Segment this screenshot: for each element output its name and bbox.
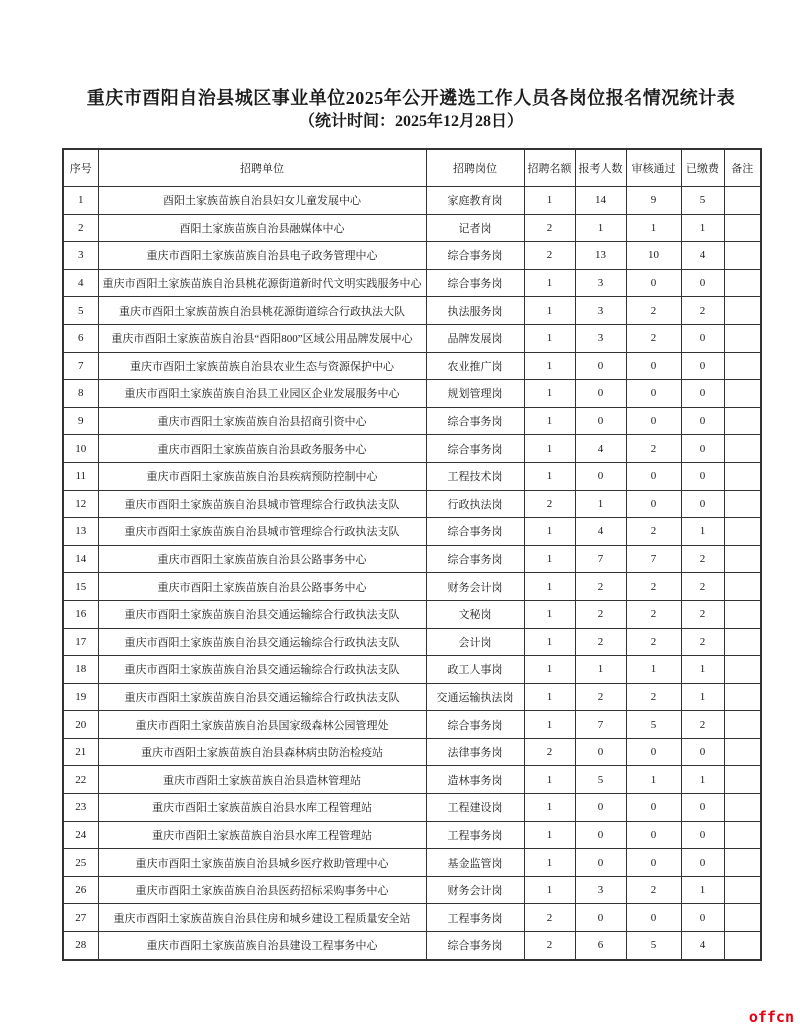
cell-applicants: 2 bbox=[575, 600, 626, 628]
cell-unit: 酉阳土家族苗族自治县融媒体中心 bbox=[98, 214, 426, 242]
cell-approved: 9 bbox=[626, 187, 681, 215]
cell-index: 14 bbox=[63, 545, 98, 573]
cell-quota: 1 bbox=[524, 821, 575, 849]
cell-index: 26 bbox=[63, 876, 98, 904]
cell-unit: 重庆市酉阳土家族苗族自治县电子政务管理中心 bbox=[98, 242, 426, 270]
cell-remark bbox=[724, 600, 761, 628]
cell-paid: 1 bbox=[681, 683, 724, 711]
cell-paid: 0 bbox=[681, 904, 724, 932]
cell-applicants: 13 bbox=[575, 242, 626, 270]
cell-quota: 2 bbox=[524, 738, 575, 766]
cell-post: 家庭教育岗 bbox=[426, 187, 524, 215]
cell-post: 综合事务岗 bbox=[426, 711, 524, 739]
cell-paid: 5 bbox=[681, 187, 724, 215]
cell-index: 13 bbox=[63, 518, 98, 546]
cell-quota: 2 bbox=[524, 904, 575, 932]
cell-remark bbox=[724, 462, 761, 490]
cell-paid: 1 bbox=[681, 214, 724, 242]
cell-post: 规划管理岗 bbox=[426, 380, 524, 408]
cell-approved: 0 bbox=[626, 849, 681, 877]
cell-remark bbox=[724, 187, 761, 215]
cell-post: 交通运输执法岗 bbox=[426, 683, 524, 711]
cell-approved: 2 bbox=[626, 435, 681, 463]
cell-index: 16 bbox=[63, 600, 98, 628]
cell-index: 4 bbox=[63, 269, 98, 297]
cell-index: 28 bbox=[63, 932, 98, 960]
cell-applicants: 14 bbox=[575, 187, 626, 215]
table-row bbox=[63, 352, 761, 380]
cell-remark bbox=[724, 407, 761, 435]
cell-index: 3 bbox=[63, 242, 98, 270]
cell-approved: 0 bbox=[626, 794, 681, 822]
cell-applicants: 0 bbox=[575, 380, 626, 408]
cell-paid: 2 bbox=[681, 600, 724, 628]
cell-paid: 0 bbox=[681, 821, 724, 849]
cell-remark bbox=[724, 269, 761, 297]
cell-index: 1 bbox=[63, 187, 98, 215]
cell-post: 造林事务岗 bbox=[426, 766, 524, 794]
cell-approved: 2 bbox=[626, 297, 681, 325]
cell-remark bbox=[724, 545, 761, 573]
cell-approved: 5 bbox=[626, 711, 681, 739]
cell-unit: 重庆市酉阳土家族苗族自治县医药招标采购事务中心 bbox=[98, 876, 426, 904]
cell-unit: 重庆市酉阳土家族苗族自治县公路事务中心 bbox=[98, 545, 426, 573]
table-row bbox=[63, 683, 761, 711]
cell-approved: 0 bbox=[626, 380, 681, 408]
cell-approved: 0 bbox=[626, 269, 681, 297]
cell-paid: 2 bbox=[681, 573, 724, 601]
cell-remark bbox=[724, 324, 761, 352]
cell-remark bbox=[724, 766, 761, 794]
table-header-row bbox=[63, 149, 761, 187]
cell-paid: 4 bbox=[681, 932, 724, 960]
cell-approved: 2 bbox=[626, 628, 681, 656]
table-row bbox=[63, 297, 761, 325]
cell-quota: 1 bbox=[524, 656, 575, 684]
cell-applicants: 0 bbox=[575, 462, 626, 490]
column-header-col-post: 招聘岗位 bbox=[426, 149, 524, 187]
cell-quota: 2 bbox=[524, 242, 575, 270]
cell-post: 法律事务岗 bbox=[426, 738, 524, 766]
cell-quota: 1 bbox=[524, 297, 575, 325]
column-header-col-remark: 备注 bbox=[724, 149, 761, 187]
cell-post: 会计岗 bbox=[426, 628, 524, 656]
cell-index: 18 bbox=[63, 656, 98, 684]
cell-remark bbox=[724, 214, 761, 242]
cell-index: 10 bbox=[63, 435, 98, 463]
cell-remark bbox=[724, 435, 761, 463]
cell-paid: 1 bbox=[681, 656, 724, 684]
cell-approved: 5 bbox=[626, 932, 681, 960]
table-row bbox=[63, 518, 761, 546]
cell-remark bbox=[724, 794, 761, 822]
cell-applicants: 4 bbox=[575, 435, 626, 463]
table-row bbox=[63, 656, 761, 684]
table-row bbox=[63, 766, 761, 794]
cell-post: 工程事务岗 bbox=[426, 821, 524, 849]
cell-unit: 重庆市酉阳土家族苗族自治县交通运输综合行政执法支队 bbox=[98, 600, 426, 628]
table-header bbox=[63, 149, 761, 187]
cell-quota: 2 bbox=[524, 932, 575, 960]
column-header-col-approved: 审核通过 bbox=[626, 149, 681, 187]
cell-approved: 2 bbox=[626, 573, 681, 601]
cell-unit: 重庆市酉阳土家族苗族自治县交通运输综合行政执法支队 bbox=[98, 656, 426, 684]
cell-quota: 1 bbox=[524, 462, 575, 490]
cell-quota: 1 bbox=[524, 711, 575, 739]
cell-index: 15 bbox=[63, 573, 98, 601]
cell-unit: 重庆市酉阳土家族苗族自治县“酉阳800”区域公用品牌发展中心 bbox=[98, 324, 426, 352]
cell-approved: 2 bbox=[626, 876, 681, 904]
table-row bbox=[63, 794, 761, 822]
cell-post: 综合事务岗 bbox=[426, 932, 524, 960]
cell-index: 20 bbox=[63, 711, 98, 739]
cell-index: 5 bbox=[63, 297, 98, 325]
table-row bbox=[63, 628, 761, 656]
cell-approved: 0 bbox=[626, 352, 681, 380]
table-row bbox=[63, 600, 761, 628]
cell-remark bbox=[724, 490, 761, 518]
cell-quota: 1 bbox=[524, 600, 575, 628]
table-row bbox=[63, 490, 761, 518]
cell-approved: 0 bbox=[626, 821, 681, 849]
table-body bbox=[63, 187, 761, 960]
cell-unit: 重庆市酉阳土家族苗族自治县建设工程事务中心 bbox=[98, 932, 426, 960]
cell-remark bbox=[724, 628, 761, 656]
cell-approved: 2 bbox=[626, 518, 681, 546]
table-row bbox=[63, 573, 761, 601]
cell-post: 综合事务岗 bbox=[426, 518, 524, 546]
cell-post: 综合事务岗 bbox=[426, 269, 524, 297]
cell-post: 记者岗 bbox=[426, 214, 524, 242]
cell-quota: 1 bbox=[524, 269, 575, 297]
cell-paid: 0 bbox=[681, 462, 724, 490]
cell-quota: 1 bbox=[524, 849, 575, 877]
cell-remark bbox=[724, 904, 761, 932]
cell-index: 6 bbox=[63, 324, 98, 352]
cell-applicants: 7 bbox=[575, 711, 626, 739]
cell-remark bbox=[724, 518, 761, 546]
cell-remark bbox=[724, 380, 761, 408]
cell-paid: 0 bbox=[681, 794, 724, 822]
table-row bbox=[63, 821, 761, 849]
cell-paid: 2 bbox=[681, 545, 724, 573]
cell-unit: 重庆市酉阳土家族苗族自治县水库工程管理站 bbox=[98, 794, 426, 822]
cell-post: 工程建设岗 bbox=[426, 794, 524, 822]
cell-applicants: 3 bbox=[575, 297, 626, 325]
cell-quota: 1 bbox=[524, 876, 575, 904]
cell-applicants: 0 bbox=[575, 794, 626, 822]
cell-applicants: 0 bbox=[575, 821, 626, 849]
column-header-col-paid: 已缴费 bbox=[681, 149, 724, 187]
cell-paid: 2 bbox=[681, 711, 724, 739]
cell-unit: 重庆市酉阳土家族苗族自治县交通运输综合行政执法支队 bbox=[98, 628, 426, 656]
cell-unit: 重庆市酉阳土家族苗族自治县城乡医疗救助管理中心 bbox=[98, 849, 426, 877]
cell-paid: 0 bbox=[681, 380, 724, 408]
recruitment-stats-table bbox=[62, 148, 762, 961]
cell-paid: 0 bbox=[681, 849, 724, 877]
cell-approved: 0 bbox=[626, 904, 681, 932]
cell-unit: 重庆市酉阳土家族苗族自治县城市管理综合行政执法支队 bbox=[98, 518, 426, 546]
cell-applicants: 3 bbox=[575, 876, 626, 904]
cell-unit: 重庆市酉阳土家族苗族自治县工业园区企业发展服务中心 bbox=[98, 380, 426, 408]
cell-paid: 2 bbox=[681, 297, 724, 325]
cell-approved: 1 bbox=[626, 656, 681, 684]
cell-paid: 1 bbox=[681, 518, 724, 546]
cell-unit: 重庆市酉阳土家族苗族自治县招商引资中心 bbox=[98, 407, 426, 435]
cell-paid: 0 bbox=[681, 435, 724, 463]
cell-remark bbox=[724, 711, 761, 739]
cell-remark bbox=[724, 821, 761, 849]
cell-post: 行政执法岗 bbox=[426, 490, 524, 518]
cell-post: 综合事务岗 bbox=[426, 435, 524, 463]
cell-quota: 1 bbox=[524, 324, 575, 352]
cell-paid: 0 bbox=[681, 324, 724, 352]
cell-unit: 重庆市酉阳土家族苗族自治县水库工程管理站 bbox=[98, 821, 426, 849]
cell-approved: 2 bbox=[626, 683, 681, 711]
cell-applicants: 1 bbox=[575, 214, 626, 242]
cell-applicants: 7 bbox=[575, 545, 626, 573]
cell-post: 工程事务岗 bbox=[426, 904, 524, 932]
cell-applicants: 1 bbox=[575, 490, 626, 518]
cell-quota: 1 bbox=[524, 766, 575, 794]
cell-applicants: 2 bbox=[575, 573, 626, 601]
cell-index: 12 bbox=[63, 490, 98, 518]
cell-remark bbox=[724, 352, 761, 380]
cell-unit: 重庆市酉阳土家族苗族自治县农业生态与资源保护中心 bbox=[98, 352, 426, 380]
cell-post: 农业推广岗 bbox=[426, 352, 524, 380]
table-row bbox=[63, 738, 761, 766]
cell-quota: 1 bbox=[524, 545, 575, 573]
cell-index: 21 bbox=[63, 738, 98, 766]
cell-post: 财务会计岗 bbox=[426, 573, 524, 601]
cell-index: 24 bbox=[63, 821, 98, 849]
cell-remark bbox=[724, 297, 761, 325]
cell-post: 综合事务岗 bbox=[426, 407, 524, 435]
table-row bbox=[63, 242, 761, 270]
cell-applicants: 5 bbox=[575, 766, 626, 794]
column-header-col-index: 序号 bbox=[63, 149, 98, 187]
cell-remark bbox=[724, 738, 761, 766]
table-row bbox=[63, 324, 761, 352]
cell-paid: 0 bbox=[681, 407, 724, 435]
cell-remark bbox=[724, 876, 761, 904]
table-row bbox=[63, 187, 761, 215]
cell-paid: 0 bbox=[681, 738, 724, 766]
cell-quota: 1 bbox=[524, 380, 575, 408]
cell-approved: 7 bbox=[626, 545, 681, 573]
cell-applicants: 2 bbox=[575, 628, 626, 656]
cell-paid: 1 bbox=[681, 766, 724, 794]
cell-quota: 2 bbox=[524, 490, 575, 518]
table-row bbox=[63, 435, 761, 463]
cell-post: 品牌发展岗 bbox=[426, 324, 524, 352]
cell-unit: 酉阳土家族苗族自治县妇女儿童发展中心 bbox=[98, 187, 426, 215]
cell-paid: 1 bbox=[681, 876, 724, 904]
cell-approved: 1 bbox=[626, 766, 681, 794]
cell-index: 2 bbox=[63, 214, 98, 242]
table-row bbox=[63, 876, 761, 904]
cell-quota: 1 bbox=[524, 187, 575, 215]
cell-unit: 重庆市酉阳土家族苗族自治县交通运输综合行政执法支队 bbox=[98, 683, 426, 711]
cell-quota: 2 bbox=[524, 214, 575, 242]
cell-paid: 0 bbox=[681, 490, 724, 518]
table-row bbox=[63, 711, 761, 739]
cell-quota: 1 bbox=[524, 628, 575, 656]
cell-index: 17 bbox=[63, 628, 98, 656]
table-row bbox=[63, 904, 761, 932]
cell-post: 基金监管岗 bbox=[426, 849, 524, 877]
cell-index: 9 bbox=[63, 407, 98, 435]
cell-approved: 1 bbox=[626, 214, 681, 242]
table-row bbox=[63, 849, 761, 877]
cell-unit: 重庆市酉阳土家族苗族自治县疾病预防控制中心 bbox=[98, 462, 426, 490]
cell-post: 文秘岗 bbox=[426, 600, 524, 628]
cell-approved: 0 bbox=[626, 407, 681, 435]
cell-applicants: 0 bbox=[575, 904, 626, 932]
cell-unit: 重庆市酉阳土家族苗族自治县桃花源街道综合行政执法大队 bbox=[98, 297, 426, 325]
cell-post: 政工人事岗 bbox=[426, 656, 524, 684]
cell-index: 23 bbox=[63, 794, 98, 822]
table-row bbox=[63, 932, 761, 960]
table-row bbox=[63, 545, 761, 573]
cell-applicants: 4 bbox=[575, 518, 626, 546]
cell-post: 工程技术岗 bbox=[426, 462, 524, 490]
cell-remark bbox=[724, 656, 761, 684]
cell-unit: 重庆市酉阳土家族苗族自治县桃花源街道新时代文明实践服务中心 bbox=[98, 269, 426, 297]
cell-remark bbox=[724, 573, 761, 601]
table-row bbox=[63, 380, 761, 408]
cell-quota: 1 bbox=[524, 683, 575, 711]
table-row bbox=[63, 462, 761, 490]
cell-approved: 0 bbox=[626, 738, 681, 766]
column-header-col-quota: 招聘名额 bbox=[524, 149, 575, 187]
cell-unit: 重庆市酉阳土家族苗族自治县造林管理站 bbox=[98, 766, 426, 794]
page-subtitle: （统计时间：2025年12月28日） bbox=[298, 113, 523, 130]
cell-index: 11 bbox=[63, 462, 98, 490]
cell-applicants: 1 bbox=[575, 656, 626, 684]
cell-unit: 重庆市酉阳土家族苗族自治县政务服务中心 bbox=[98, 435, 426, 463]
cell-applicants: 0 bbox=[575, 407, 626, 435]
cell-index: 8 bbox=[63, 380, 98, 408]
cell-paid: 2 bbox=[681, 628, 724, 656]
cell-approved: 0 bbox=[626, 490, 681, 518]
cell-quota: 1 bbox=[524, 352, 575, 380]
cell-quota: 1 bbox=[524, 794, 575, 822]
cell-applicants: 2 bbox=[575, 683, 626, 711]
cell-unit: 重庆市酉阳土家族苗族自治县国家级森林公园管理处 bbox=[98, 711, 426, 739]
cell-applicants: 3 bbox=[575, 269, 626, 297]
cell-remark bbox=[724, 242, 761, 270]
cell-applicants: 0 bbox=[575, 352, 626, 380]
cell-post: 财务会计岗 bbox=[426, 876, 524, 904]
cell-approved: 2 bbox=[626, 600, 681, 628]
table-row bbox=[63, 269, 761, 297]
page-title: 重庆市酉阳自治县城区事业单位2025年公开遴选工作人员各岗位报名情况统计表 bbox=[86, 88, 736, 108]
cell-unit: 重庆市酉阳土家族苗族自治县公路事务中心 bbox=[98, 573, 426, 601]
cell-post: 综合事务岗 bbox=[426, 242, 524, 270]
cell-paid: 0 bbox=[681, 269, 724, 297]
cell-unit: 重庆市酉阳土家族苗族自治县住房和城乡建设工程质量安全站 bbox=[98, 904, 426, 932]
cell-remark bbox=[724, 932, 761, 960]
cell-index: 22 bbox=[63, 766, 98, 794]
cell-unit: 重庆市酉阳土家族苗族自治县城市管理综合行政执法支队 bbox=[98, 490, 426, 518]
offcn-watermark: offcn bbox=[748, 1008, 794, 1026]
cell-applicants: 6 bbox=[575, 932, 626, 960]
table-row bbox=[63, 214, 761, 242]
cell-approved: 0 bbox=[626, 462, 681, 490]
cell-paid: 4 bbox=[681, 242, 724, 270]
cell-unit: 重庆市酉阳土家族苗族自治县森林病虫防治检疫站 bbox=[98, 738, 426, 766]
cell-applicants: 0 bbox=[575, 738, 626, 766]
cell-index: 19 bbox=[63, 683, 98, 711]
cell-approved: 10 bbox=[626, 242, 681, 270]
column-header-col-unit: 招聘单位 bbox=[98, 149, 426, 187]
cell-applicants: 0 bbox=[575, 849, 626, 877]
title-block bbox=[62, 86, 760, 134]
cell-approved: 2 bbox=[626, 324, 681, 352]
cell-paid: 0 bbox=[681, 352, 724, 380]
cell-quota: 1 bbox=[524, 407, 575, 435]
cell-remark bbox=[724, 849, 761, 877]
cell-applicants: 3 bbox=[575, 324, 626, 352]
cell-post: 执法服务岗 bbox=[426, 297, 524, 325]
table-row bbox=[63, 407, 761, 435]
cell-quota: 1 bbox=[524, 518, 575, 546]
cell-remark bbox=[724, 683, 761, 711]
cell-quota: 1 bbox=[524, 435, 575, 463]
cell-index: 7 bbox=[63, 352, 98, 380]
cell-index: 25 bbox=[63, 849, 98, 877]
cell-quota: 1 bbox=[524, 573, 575, 601]
cell-post: 综合事务岗 bbox=[426, 545, 524, 573]
cell-index: 27 bbox=[63, 904, 98, 932]
column-header-col-applicants: 报考人数 bbox=[575, 149, 626, 187]
